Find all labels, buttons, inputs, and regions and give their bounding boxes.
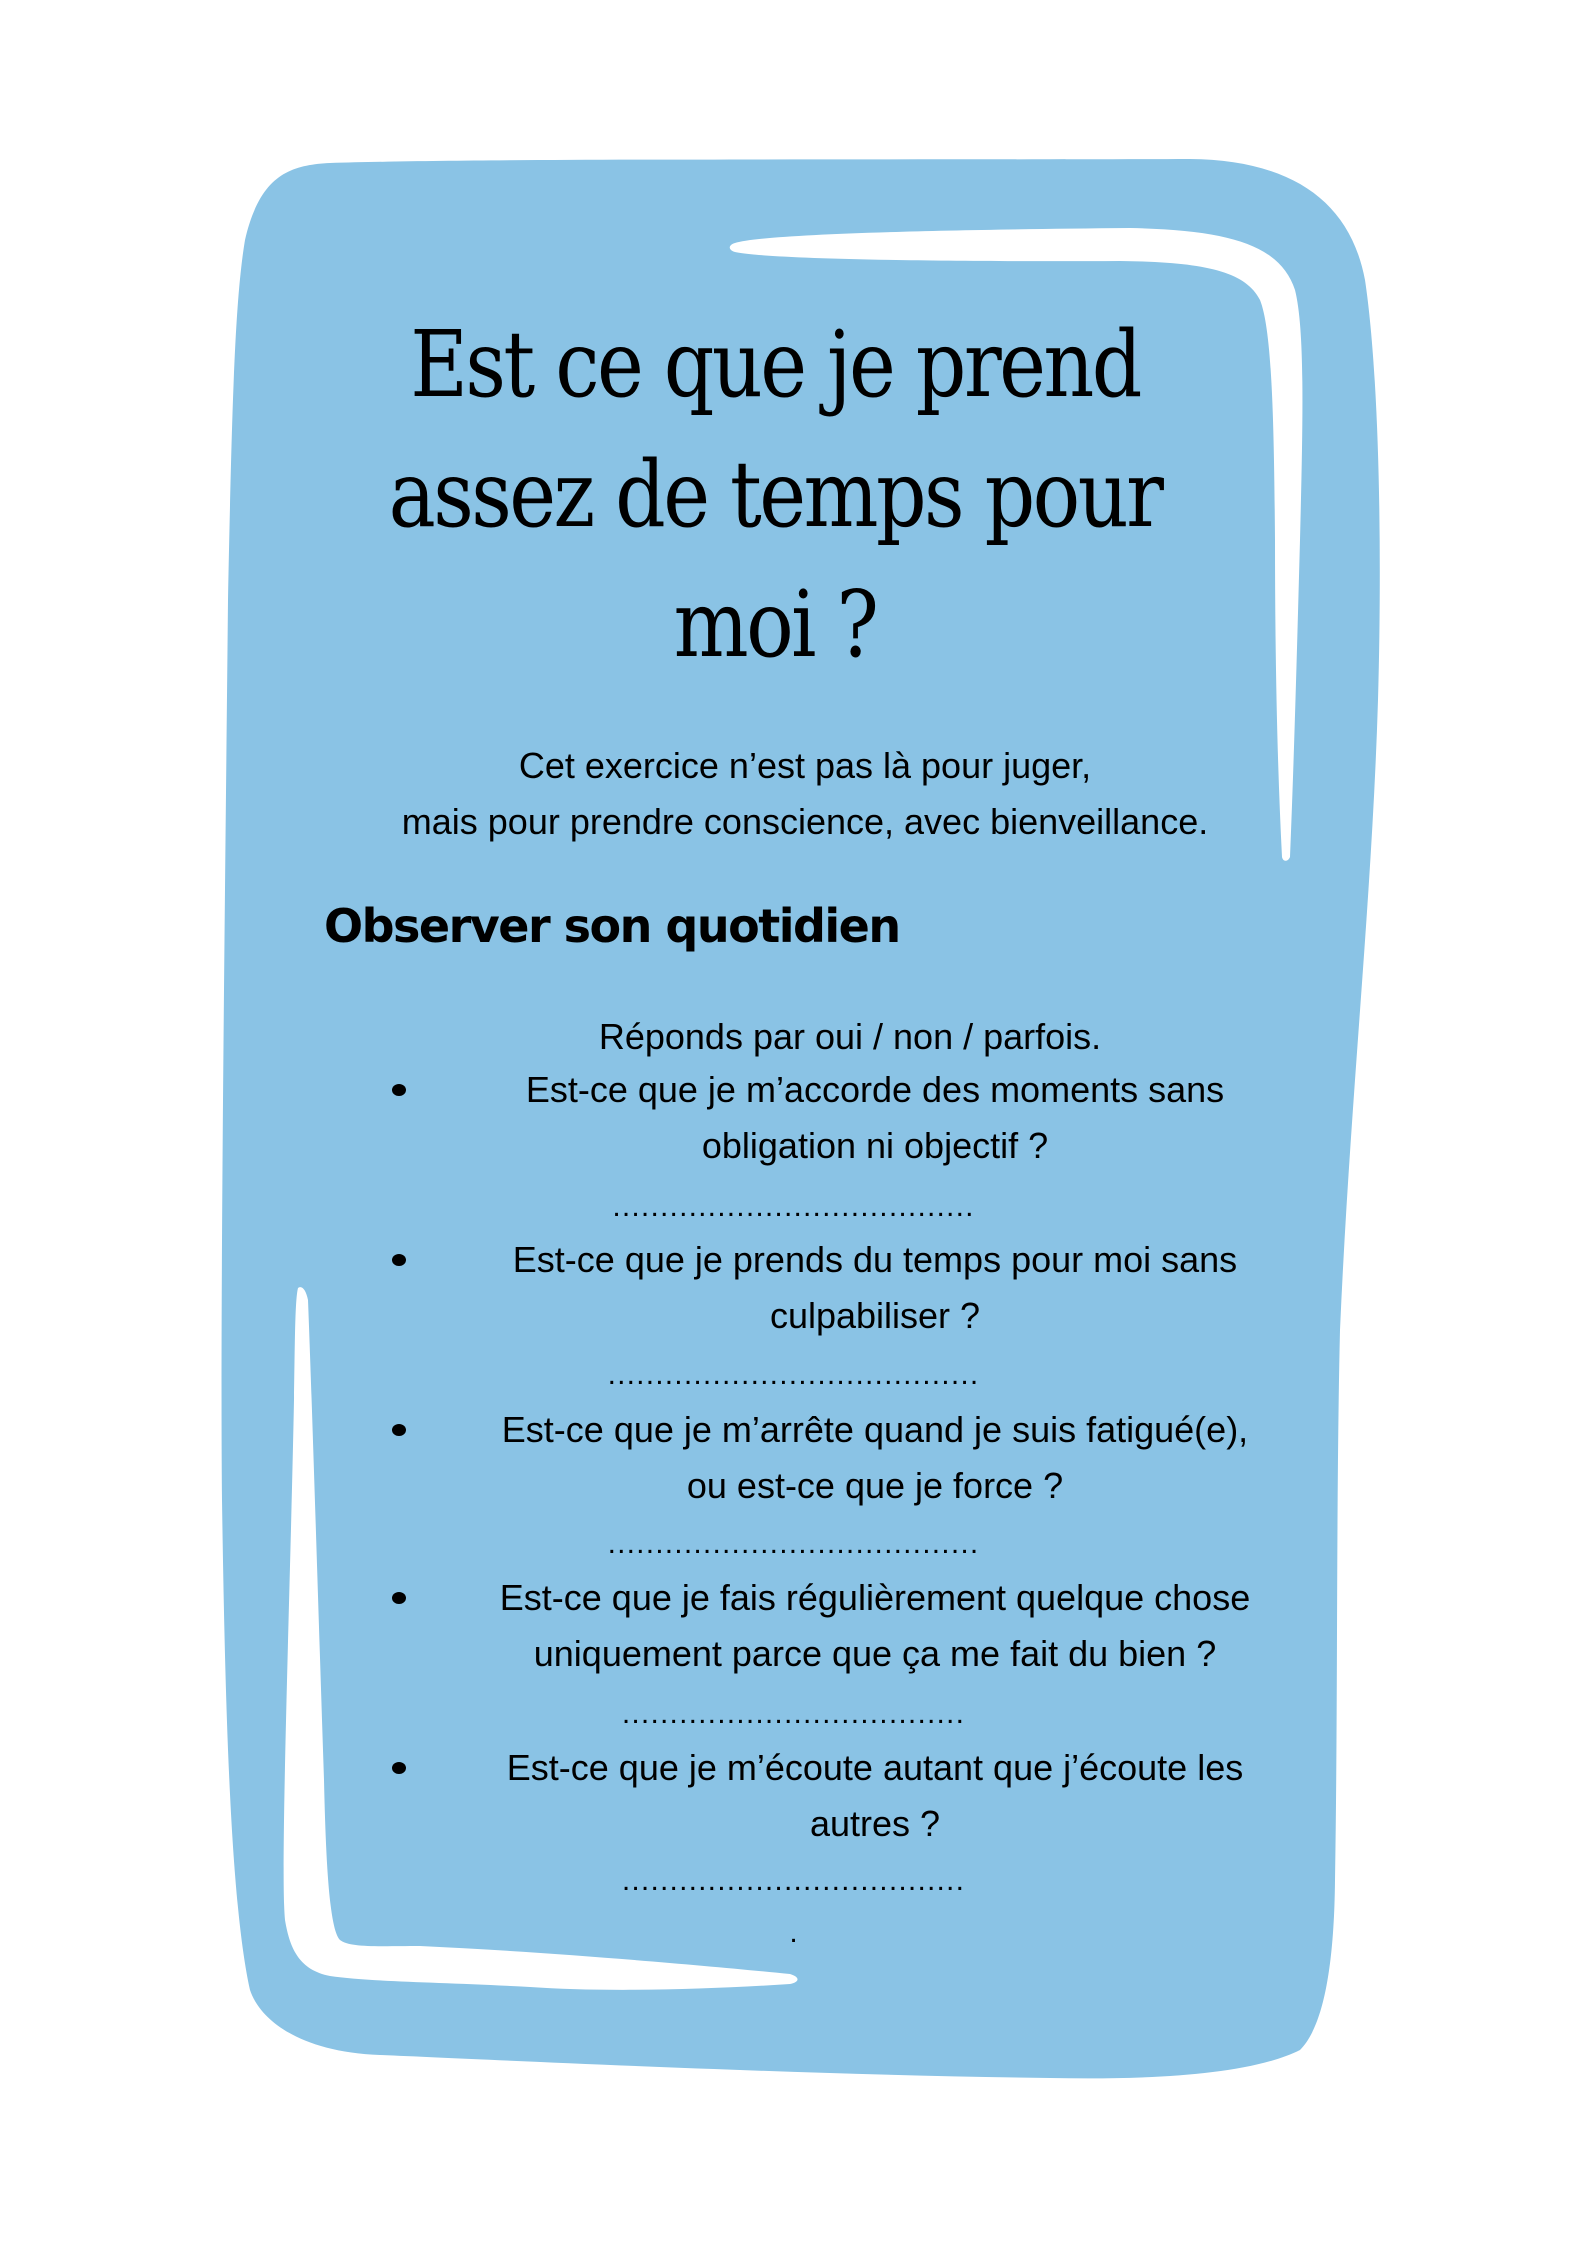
answer-line-3 [0,1527,1587,1561]
question-line: Est-ce que je m’arrête quand je suis fatigué(e), [501,1409,1249,1450]
intro-paragraph [300,738,1310,850]
question-line: Est-ce que je m’écoute autant que j’écoute les [506,1747,1244,1788]
answer-field-1[interactable] [564,1190,1024,1224]
question-text [430,1570,1320,1682]
answer-field-4[interactable] [564,1697,1024,1731]
answer-field-5[interactable] [564,1864,1024,1898]
answer-field-3[interactable] [564,1527,1024,1561]
trailing-dot: . [789,1916,798,1949]
answer-line-2 [0,1358,1587,1392]
section-heading: Observer son quotidien [324,899,900,953]
question-text [430,1232,1320,1344]
intro-line-2: mais pour prendre conscience, avec bienveillance. [401,801,1209,842]
question-line: Est-ce que je fais régulièrement quelque chose [499,1577,1251,1618]
question-line: Est-ce que je m’accorde des moments sans [525,1069,1225,1110]
title-line-3: moi ? [673,571,877,678]
question-line: ou est-ce que je force ? [686,1465,1064,1506]
question-text [430,1740,1320,1852]
answer-line-1 [0,1190,1587,1224]
question-line: obligation ni objectif ? [701,1125,1049,1166]
question-text [430,1062,1320,1174]
answer-line-4 [0,1697,1587,1731]
title-line-2: assez de temps pour [388,441,1162,548]
question-text [430,1402,1320,1514]
instruction-text: Réponds par oui / non / parfois. [598,1016,1102,1057]
question-line: Est-ce que je prends du temps pour moi sans [512,1239,1238,1280]
answer-field-2[interactable] [564,1358,1024,1392]
intro-line-1: Cet exercice n’est pas là pour juger, [518,745,1092,786]
question-line: culpabiliser ? [769,1295,981,1336]
title-line-1: Est ce que je prend [410,311,1140,418]
answer-line-5 [0,1864,1587,1898]
page-title [367,300,1184,690]
question-line: uniquement parce que ça me fait du bien ? [533,1633,1217,1674]
question-line: autres ? [809,1803,941,1844]
